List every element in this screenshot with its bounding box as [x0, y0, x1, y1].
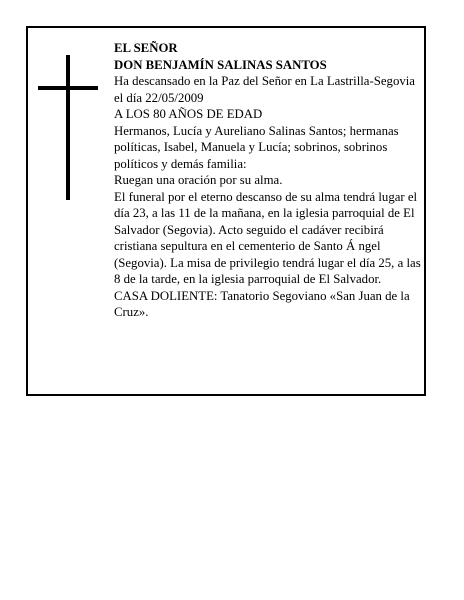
family-list: Hermanos, Lucía y Aureliano Salinas Santos; hermanas políticas, Isabel, Manuela y Lucía; sobrinos, sobrinos políticos y demás familia: [114, 123, 399, 171]
obituary-notice [26, 26, 426, 396]
notice-text-block [114, 40, 422, 321]
cross-icon [38, 55, 98, 200]
notice-title-line1: EL SEÑOR [114, 41, 178, 55]
cross-horizontal-bar [38, 86, 98, 90]
prayer-request: Ruegan una oración por su alma. [114, 173, 283, 187]
mourning-house: CASA DOLIENTE: Tanatorio Segoviano «San Juan de la Cruz». [114, 288, 410, 319]
rest-statement: Ha descansado en la Paz del Señor en La Lastrilla-Segovia el día 22/05/2009 [114, 74, 415, 105]
age-statement: A LOS 80 AÑOS DE EDAD [114, 107, 263, 121]
cross-vertical-bar [66, 55, 70, 200]
funeral-details: El funeral por el eterno descanso de su alma tendrá lugar el día 23, a las 11 de la mañana, en la iglesia parroquial de El Salvador (Segovia). Acto seguido el cadáver recibirá cristiana sepultura en el cementerio de Santo Á ngel (Segovia). La misa de privilegio tendrá lugar el día 25, a las 8 de la tarde, en la iglesia parroquial de El Salvador. [114, 189, 421, 286]
notice-title-line2: DON BENJAMÍN SALINAS SANTOS [114, 57, 327, 72]
